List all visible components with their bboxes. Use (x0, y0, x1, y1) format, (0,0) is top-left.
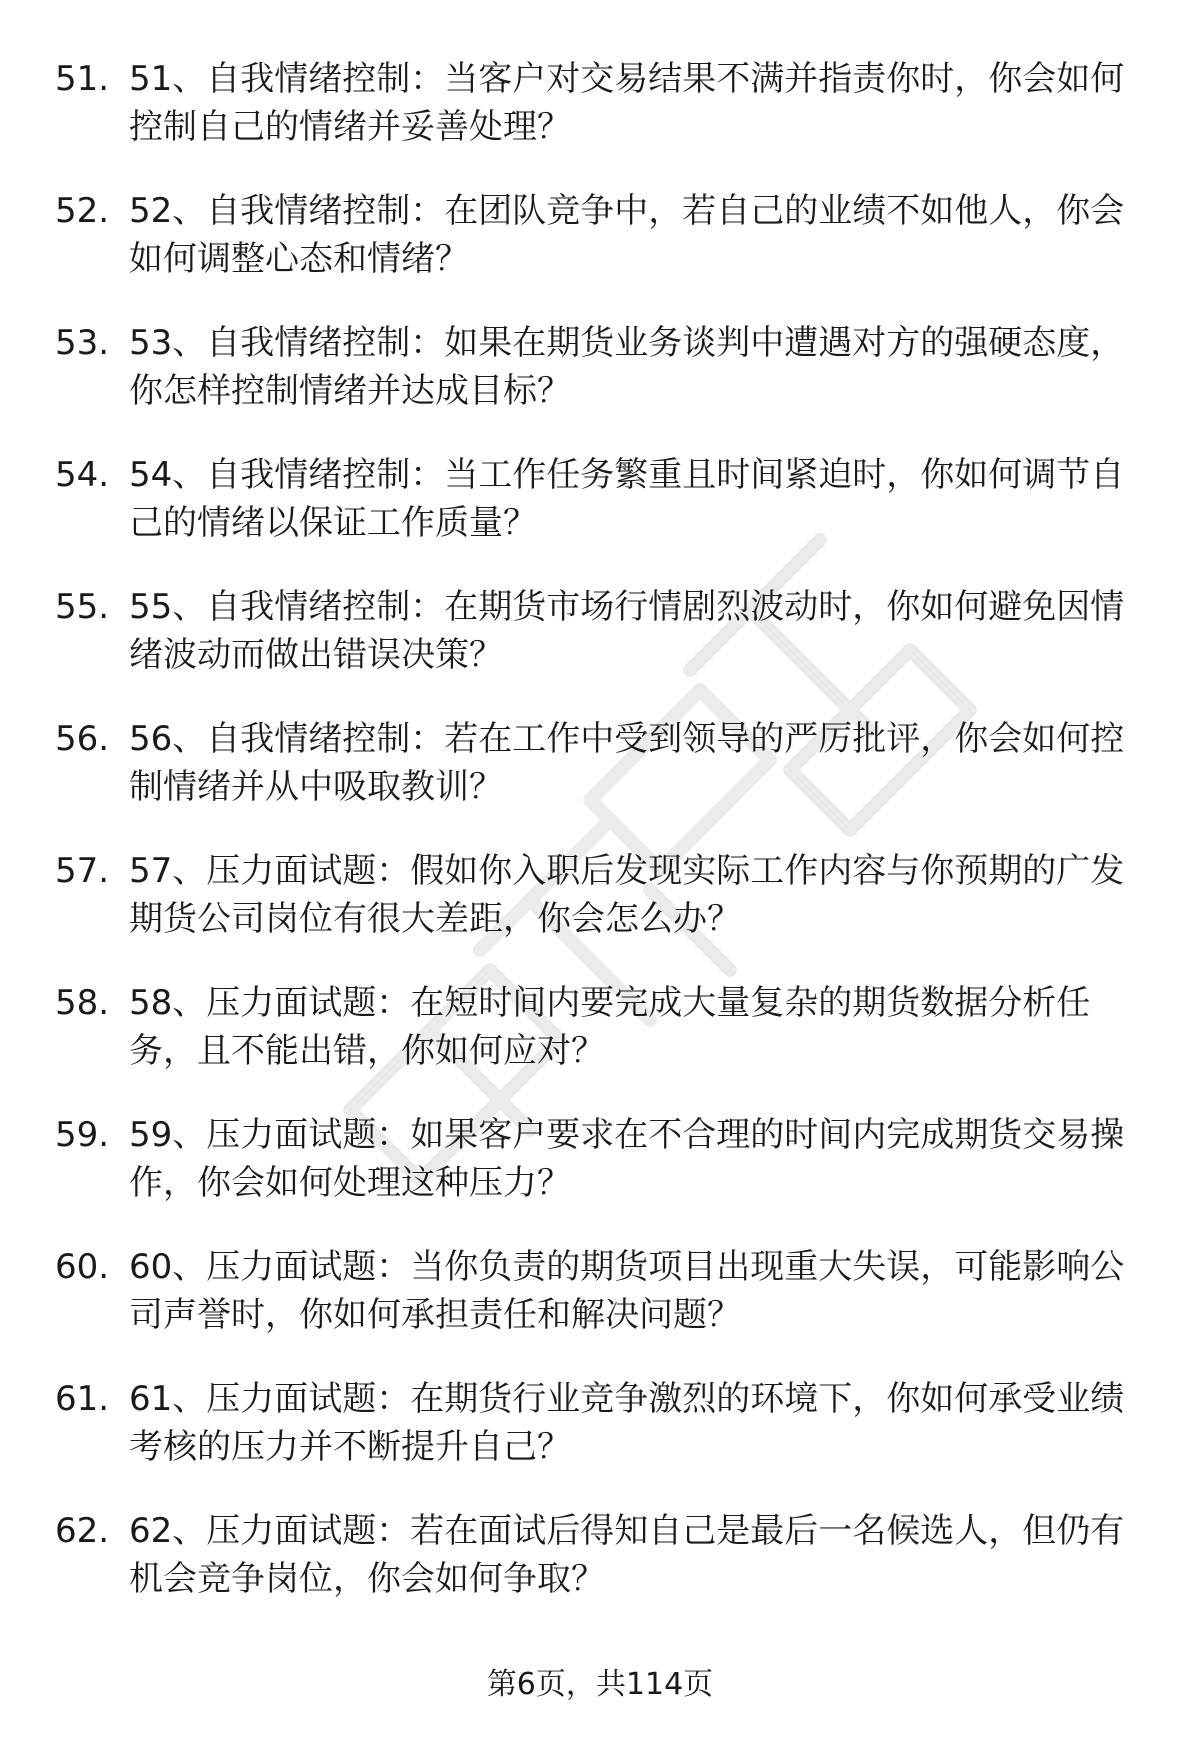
question-text: 55、自我情绪控制：在期货市场行情剧烈波动时，你如何避免因情绪波动而做出错误决策？ (129, 587, 1125, 675)
question-text: 52、自我情绪控制：在团队竞争中，若自己的业绩不如他人，你会如何调整心态和情绪？ (129, 191, 1125, 279)
list-item (0, 1375, 1200, 1470)
question-text: 51、自我情绪控制：当客户对交易结果不满并指责你时，你会如何控制自己的情绪并妥善处理？ (129, 59, 1125, 147)
question-text: 59、压力面试题：如果客户要求在不合理的时间内完成期货交易操作，你会如何处理这种压力？ (129, 1115, 1125, 1203)
question-text: 53、自我情绪控制：如果在期货业务谈判中遭遇对方的强硬态度，你怎样控制情绪并达成目标？ (129, 323, 1125, 411)
question-number: 55. (55, 587, 110, 627)
question-text: 60、压力面试题：当你负责的期货项目出现重大失误，可能影响公司声誉时，你如何承担责任和解决问题？ (129, 1247, 1125, 1335)
list-item (0, 979, 1200, 1074)
question-number: 58. (55, 983, 110, 1023)
page-number-footer: 第6页，共114页 (486, 1667, 714, 1702)
question-number: 54. (55, 455, 110, 495)
question-number: 62. (55, 1511, 110, 1551)
question-number: 52. (55, 191, 110, 231)
question-text: 54、自我情绪控制：当工作任务繁重且时间紧迫时，你如何调节自己的情绪以保证工作质量？ (129, 455, 1125, 543)
list-item (0, 1507, 1200, 1602)
list-item (0, 1111, 1200, 1206)
question-text: 58、压力面试题：在短时间内要完成大量复杂的期货数据分析任务，且不能出错，你如何应对？ (129, 983, 1091, 1071)
list-item (0, 1243, 1200, 1338)
question-number: 60. (55, 1247, 110, 1287)
question-number: 57. (55, 851, 110, 891)
list-item (0, 451, 1200, 546)
list-item (0, 583, 1200, 678)
list-item (0, 715, 1200, 810)
list-item (0, 319, 1200, 414)
list-item (0, 55, 1200, 150)
question-text: 57、压力面试题：假如你入职后发现实际工作内容与你预期的广发期货公司岗位有很大差距，你会怎么办？ (129, 851, 1125, 939)
list-item (0, 187, 1200, 282)
question-number: 61. (55, 1379, 110, 1419)
list-item (0, 847, 1200, 942)
question-number: 53. (55, 323, 110, 363)
question-text: 56、自我情绪控制：若在工作中受到领导的严厉批评，你会如何控制情绪并从中吸取教训？ (129, 719, 1125, 807)
question-text: 62、压力面试题：若在面试后得知自己是最后一名候选人，但仍有机会竞争岗位，你会如何争取？ (129, 1511, 1125, 1599)
question-list (0, 55, 1200, 1639)
question-number: 51. (55, 59, 110, 99)
question-text: 61、压力面试题：在期货行业竞争激烈的环境下，你如何承受业绩考核的压力并不断提升自己？ (129, 1379, 1125, 1467)
question-number: 56. (55, 719, 110, 759)
question-number: 59. (55, 1115, 110, 1155)
